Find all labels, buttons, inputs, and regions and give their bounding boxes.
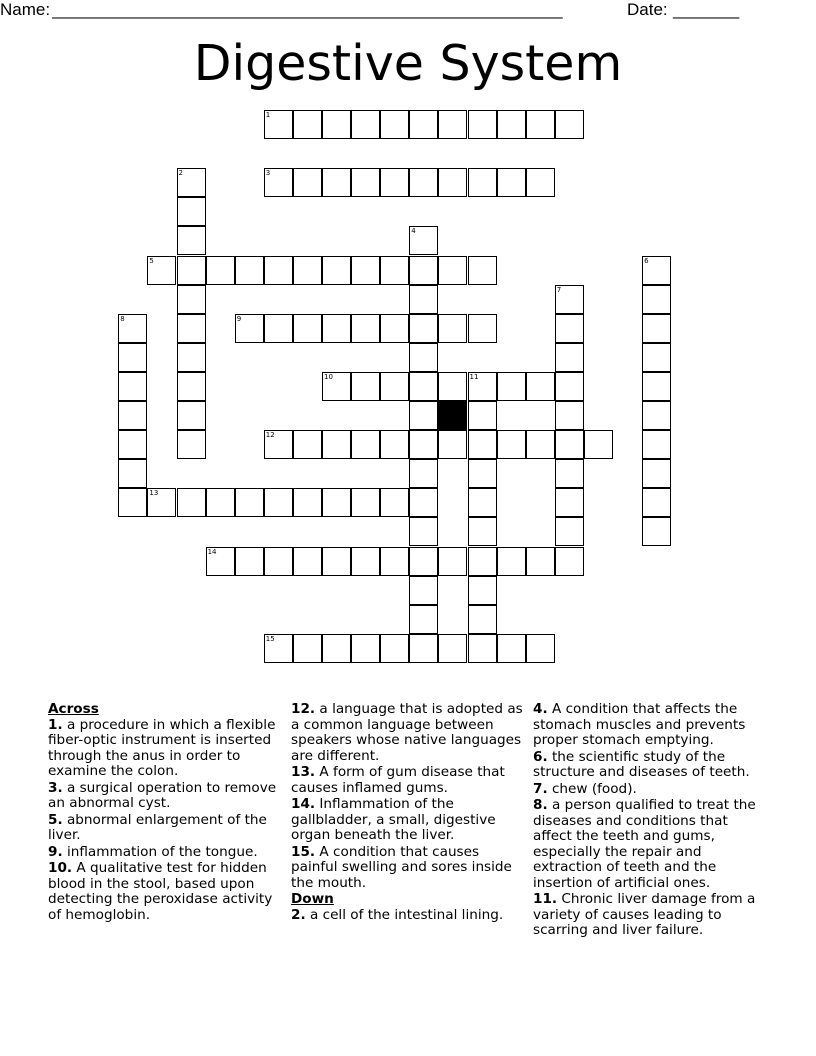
grid-cell[interactable] (118, 343, 147, 372)
clue-number-13: 13 (149, 489, 159, 498)
grid-cell[interactable] (468, 372, 497, 401)
clue-number-4: 4 (411, 227, 416, 236)
grid-cell[interactable] (177, 401, 206, 430)
grid-cell[interactable] (497, 168, 526, 197)
grid-cell[interactable] (642, 314, 671, 343)
grid-cell[interactable] (468, 256, 497, 285)
clue-number-1: 1 (265, 111, 271, 119)
grid-cell[interactable] (555, 372, 584, 401)
grid-cell[interactable] (322, 256, 351, 285)
grid-cell[interactable] (264, 430, 293, 459)
grid-cell[interactable] (380, 430, 409, 459)
grid-cell[interactable] (293, 314, 322, 343)
grid-cell[interactable] (409, 430, 438, 459)
grid-cell[interactable] (206, 256, 235, 285)
grid-cell[interactable] (293, 256, 322, 285)
grid-cell[interactable] (380, 314, 409, 343)
grid-cell[interactable] (206, 488, 235, 517)
grid-cell[interactable] (438, 547, 467, 576)
grid-cell[interactable] (555, 517, 584, 546)
grid-cell[interactable] (293, 168, 322, 197)
grid-cell[interactable] (468, 168, 497, 197)
clue-across-10: 10. A qualitative test for hidden blood in the stool, based upon detecting the peroxidase activity of hemoglobin. (48, 860, 273, 923)
grid-cell[interactable] (322, 372, 351, 401)
grid-cell[interactable] (468, 576, 497, 605)
grid-cell[interactable] (555, 343, 584, 372)
grid-cell[interactable] (351, 314, 380, 343)
grid-cell[interactable] (526, 430, 555, 459)
grid-cell[interactable] (118, 430, 147, 459)
grid-cell[interactable] (468, 401, 497, 430)
grid-cell[interactable] (351, 547, 380, 576)
grid-cell[interactable] (177, 256, 206, 285)
grid-cell[interactable] (409, 576, 438, 605)
grid-cell[interactable] (177, 168, 206, 197)
grid-cell[interactable] (642, 343, 671, 372)
grid-cell[interactable] (584, 430, 613, 459)
grid-cell[interactable] (555, 459, 584, 488)
grid-cell[interactable] (147, 256, 176, 285)
clue-number-10: 10 (324, 372, 333, 381)
grid-cell[interactable] (118, 401, 147, 430)
grid-cell[interactable] (409, 314, 438, 343)
clue-number-6: 6 (644, 256, 649, 265)
grid-cell[interactable] (642, 430, 671, 459)
grid-cell[interactable] (264, 634, 293, 663)
grid-cell[interactable] (555, 430, 584, 459)
grid-cell[interactable] (235, 488, 264, 517)
grid-cell[interactable] (468, 459, 497, 488)
grid-cell[interactable] (409, 634, 438, 663)
grid-cell[interactable] (468, 634, 497, 663)
grid-cell[interactable] (293, 110, 322, 139)
grid-cell[interactable] (380, 256, 409, 285)
grid-cell[interactable] (322, 168, 351, 197)
clue-across-3: 3. a surgical operation to remove an abnormal cyst. (48, 779, 277, 811)
grid-cell[interactable] (351, 634, 380, 663)
grid-cell[interactable] (235, 314, 264, 343)
grid-cell[interactable] (380, 110, 409, 139)
grid-cell[interactable] (468, 605, 497, 634)
clue-number-9: 9 (236, 314, 242, 323)
across-heading: Across (48, 701, 99, 717)
grid-cell[interactable] (555, 110, 584, 139)
clue-down-11: 11. Chronic liver damage from a variety of causes leading to scarring and liver failure. (533, 891, 756, 938)
grid-cell[interactable] (438, 256, 467, 285)
grid-cell[interactable] (293, 547, 322, 576)
grid-cell[interactable] (468, 314, 497, 343)
clue-number-2: 2 (178, 169, 183, 178)
clue-number-3: 3 (265, 169, 271, 178)
name-label: Name: (0, 0, 51, 19)
grid-cell[interactable] (497, 372, 526, 401)
grid-cell[interactable] (642, 488, 671, 517)
grid-cell[interactable] (293, 488, 322, 517)
grid-cell[interactable] (642, 285, 671, 314)
black-square (438, 401, 467, 430)
clue-across-9: 9. inflammation of the tongue. (48, 843, 258, 860)
clue-number-14: 14 (207, 547, 217, 556)
clue-number-5: 5 (149, 256, 154, 265)
clue-number-15: 15 (265, 634, 275, 643)
clue-down-7: 7. chew (food). (533, 780, 637, 797)
grid-cell[interactable] (264, 256, 293, 285)
clue-down-8: 8. a person qualified to treat the diseases and conditions that affect the teeth and gums, especially the repair and extraction of teeth and the insertion of artificial ones. (533, 797, 756, 891)
grid-cell[interactable] (497, 634, 526, 663)
clue-number-12: 12 (265, 431, 275, 440)
grid-cell[interactable] (380, 547, 409, 576)
grid-cell[interactable] (351, 488, 380, 517)
grid-cell[interactable] (380, 168, 409, 197)
grid-cell[interactable] (555, 401, 584, 430)
grid-cell[interactable] (409, 547, 438, 576)
grid-cell[interactable] (409, 372, 438, 401)
clue-column-3 (533, 702, 769, 940)
grid-cell[interactable] (177, 372, 206, 401)
grid-cell[interactable] (118, 459, 147, 488)
clue-down-4: 4. A condition that affects the stomach muscles and prevents proper stomach emptying. (533, 701, 746, 748)
grid-cell[interactable] (380, 488, 409, 517)
grid-cell[interactable] (468, 488, 497, 517)
grid-cell[interactable] (497, 110, 526, 139)
grid-cell[interactable] (642, 256, 671, 285)
grid-cell[interactable] (409, 256, 438, 285)
grid-cell[interactable] (264, 314, 293, 343)
grid-cell[interactable] (409, 401, 438, 430)
clue-number-11: 11 (469, 372, 479, 381)
clue-number-7: 7 (556, 285, 562, 294)
grid-cell[interactable] (409, 226, 438, 255)
grid-cell[interactable] (642, 517, 671, 546)
grid-cell[interactable] (177, 430, 206, 459)
grid-cell[interactable] (177, 314, 206, 343)
grid-cell[interactable] (438, 168, 467, 197)
grid-cell[interactable] (177, 488, 206, 517)
clue-across-15: 15. A condition that causes painful swelling and sores inside the mouth. (291, 843, 512, 891)
grid-cell[interactable] (264, 547, 293, 576)
grid-cell[interactable] (177, 343, 206, 372)
grid-cell[interactable] (118, 314, 147, 343)
clue-down-6: 6. the scientific study of the structure and diseases of teeth. (533, 748, 750, 780)
grid-cell[interactable] (526, 372, 555, 401)
grid-cell[interactable] (177, 285, 206, 314)
grid-cell[interactable] (322, 488, 351, 517)
grid-cell[interactable] (497, 547, 526, 576)
grid-cell[interactable] (438, 314, 467, 343)
grid-cell[interactable] (555, 547, 584, 576)
grid-cell[interactable] (409, 285, 438, 314)
grid-cell[interactable] (293, 634, 322, 663)
grid-cell[interactable] (438, 372, 467, 401)
clue-number-8: 8 (120, 314, 125, 323)
grid-cell[interactable] (351, 372, 380, 401)
clue-column-2 (291, 702, 527, 924)
grid-cell[interactable] (642, 401, 671, 430)
grid-cell[interactable] (497, 430, 526, 459)
grid-cell[interactable] (351, 168, 380, 197)
clue-across-13: 13. A form of gum disease that causes inflamed gums. (291, 764, 505, 796)
grid-cell[interactable] (642, 459, 671, 488)
grid-cell[interactable] (264, 168, 293, 197)
grid-cell[interactable] (235, 547, 264, 576)
grid-cell[interactable] (409, 343, 438, 372)
grid-cell[interactable] (177, 197, 206, 226)
date-line[interactable]: _______ (673, 0, 740, 19)
clue-across-5: 5. abnormal enlargement of the liver. (48, 811, 267, 843)
grid-cell[interactable] (555, 314, 584, 343)
name-line[interactable]: ______________________________________________________ (52, 0, 563, 19)
grid-cell[interactable] (526, 547, 555, 576)
grid-cell[interactable] (322, 547, 351, 576)
clue-across-1: 1. a procedure in which a flexible fiber-optic instrument is inserted through the anus in order to examine the colon. (48, 716, 276, 779)
grid-cell[interactable] (351, 256, 380, 285)
grid-cell[interactable] (409, 488, 438, 517)
grid-cell[interactable] (468, 517, 497, 546)
grid-cell[interactable] (409, 168, 438, 197)
grid-cell[interactable] (118, 488, 147, 517)
grid-cell[interactable] (526, 168, 555, 197)
page-title: Digestive System (193, 35, 623, 92)
grid-cell[interactable] (468, 547, 497, 576)
grid-cell[interactable] (380, 634, 409, 663)
grid-cell[interactable] (555, 488, 584, 517)
grid-cell[interactable] (409, 517, 438, 546)
clue-across-14: 14. Inflammation of the gallbladder, a small, digestive organ beneath the liver. (291, 796, 496, 843)
grid-cell[interactable] (438, 430, 467, 459)
date-label: Date: (627, 0, 668, 19)
grid-cell[interactable] (351, 430, 380, 459)
grid-cell[interactable] (380, 372, 409, 401)
grid-cell[interactable] (468, 110, 497, 139)
grid-cell[interactable] (351, 110, 380, 139)
grid-cell[interactable] (147, 488, 176, 517)
grid-cell[interactable] (468, 430, 497, 459)
grid-cell[interactable] (293, 430, 322, 459)
grid-cell[interactable] (438, 110, 467, 139)
grid-cell[interactable] (409, 110, 438, 139)
grid-cell[interactable] (264, 488, 293, 517)
grid-cell[interactable] (322, 314, 351, 343)
grid-cell[interactable] (118, 372, 147, 401)
grid-cell[interactable] (526, 110, 555, 139)
grid-cell[interactable] (264, 110, 293, 139)
grid-cell[interactable] (409, 459, 438, 488)
grid-cell[interactable] (642, 372, 671, 401)
grid-cell[interactable] (438, 634, 467, 663)
grid-cell[interactable] (526, 634, 555, 663)
grid-cell[interactable] (555, 285, 584, 314)
grid-cell[interactable] (322, 634, 351, 663)
grid-cell[interactable] (206, 547, 235, 576)
grid-cell[interactable] (322, 110, 351, 139)
down-heading: Down (291, 891, 334, 907)
grid-cell[interactable] (409, 605, 438, 634)
clue-column-1 (48, 702, 284, 924)
clue-across-12: 12. a language that is adopted as a common language between speakers whose native languages are different. (291, 701, 523, 764)
clue-down-2: 2. a cell of the intestinal lining. (291, 906, 504, 923)
grid-cell[interactable] (322, 430, 351, 459)
grid-cell[interactable] (177, 226, 206, 255)
grid-cell[interactable] (235, 256, 264, 285)
